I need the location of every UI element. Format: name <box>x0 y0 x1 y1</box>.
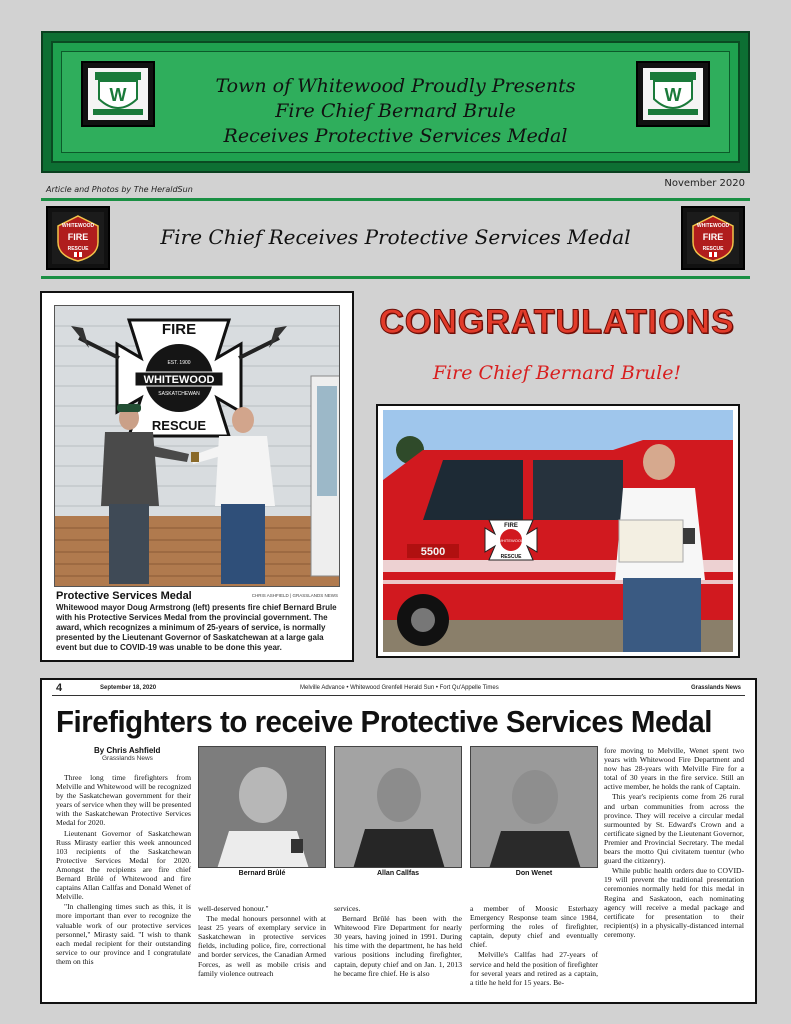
portrait-allan-callfas <box>334 746 462 868</box>
svg-text:FIRE: FIRE <box>67 232 89 242</box>
svg-text:RESCUE: RESCUE <box>67 246 89 252</box>
caption-text: Whitewood mayor Doug Armstrong (left) presents fire chief Bernard Brule with his Protective Services Medal from the provincial government. The award, which recognizes a minimum of 25-years of service, is normally presented by the Lieutenant Governor of Saskatchewan at a large gala event but due to COVID-19 was unable to be done this year. <box>56 603 337 652</box>
article-column-3 <box>334 904 462 979</box>
newspaper-page-number: 4 <box>56 682 63 694</box>
article-paragraph: fore moving to Melville, Wenet spent two years with Whitewood Fire Department and now has 28-years with Melville Fire for a total of 30 years in the fire service. Still an active member, he holds the rank of Captain. <box>604 746 744 792</box>
svg-text:WHITEWOOD: WHITEWOOD <box>696 223 730 229</box>
portrait-don-wenet <box>470 746 598 868</box>
svg-text:W: W <box>664 85 682 105</box>
article-paragraph: "In challenging times such as this, it is more important than ever to recognize the valuable work of our protective services personnel," Mirasty said. "I wish to thank each medal recipient for their outstanding service to our province and I congratulate them on this <box>56 902 191 966</box>
newspaper-source: Grasslands News <box>690 685 741 691</box>
svg-text:WHITEWOOD: WHITEWOOD <box>61 223 95 229</box>
article-paragraph: a member of Moosic Esterhazy Emergency Response team since 1984, performing the roles of firefighter, captain, deputy chief and eventually chief. <box>470 904 598 950</box>
medal-presentation-photo-card <box>40 291 354 662</box>
svg-text:WHITEWOOD: WHITEWOOD <box>498 538 524 543</box>
svg-text:W: W <box>109 85 127 105</box>
sub-heading: Fire Chief Receives Protective Services Medal <box>160 225 631 249</box>
newspaper-meta-bar <box>52 684 745 696</box>
article-column-4 <box>470 904 598 988</box>
whitewood-logo-right <box>636 61 710 127</box>
w-crest-icon <box>643 68 703 120</box>
svg-text:EST. 1900: EST. 1900 <box>167 360 191 366</box>
portrait-caption: Bernard Brûlé <box>238 870 286 877</box>
w-crest-icon <box>88 68 148 120</box>
article-paragraph: services. <box>334 904 361 913</box>
newspaper-clipping <box>40 678 757 1004</box>
portrait-caption: Allan Callfas <box>376 870 419 877</box>
article-column-1 <box>56 773 191 967</box>
svg-text:RESCUE: RESCUE <box>702 246 724 252</box>
banner-title <box>172 74 619 149</box>
article-column-2 <box>198 904 326 979</box>
fire-badge-right <box>681 206 745 270</box>
newspaper-headline: Firefighters to receive Protective Services Medal <box>56 704 713 739</box>
article-paragraph: While public health orders due to COVID-19 will prevent the traditional presentation ceremonies normally held for this medal in Regina and Saskatoon, each nominating agency will receive a medal package and certificate for presentation to their recipient(s) in a physically-distanced internal ceremony. <box>604 866 744 939</box>
fire-truck-photo-card <box>376 404 740 658</box>
svg-text:SASKATCHEWAN: SASKATCHEWAN <box>158 391 200 397</box>
photo-credit: Article and Photos by The HeraldSun <box>46 185 193 194</box>
article-paragraph: Three long time firefighters from Melville and Whitewood will be recognized by the Saskatchewan government for their years of service when they will be presented with the Saskatchewan Protective Services Medal for 2020. <box>56 773 191 828</box>
fire-truck-photo <box>383 410 733 652</box>
whitewood-logo-left <box>81 61 155 127</box>
article-paragraph: Melville's Callfas had 27-years of service and held the position of firefighter for several years and retired as a captain, a title he held for 15 years. Be- <box>470 950 598 987</box>
portrait-bernard-brule <box>198 746 326 868</box>
svg-text:5500: 5500 <box>420 546 446 558</box>
congratulations-heading: CONGRATULATIONS <box>379 303 735 341</box>
fire-rescue-badge-icon <box>687 212 739 264</box>
article-paragraph: The medal honours personnel with at least 25 years of exemplary service in Saskatchewan in protective services fields, including police, fire, correctional and border services, the Canadian Armed Forces, as well as mobile crisis and family violence outreach <box>198 914 326 978</box>
congratulations-subheading: Fire Chief Bernard Brule! <box>432 362 682 384</box>
fire-rescue-badge-icon <box>52 212 104 264</box>
divider-top <box>41 198 750 201</box>
svg-text:FIRE: FIRE <box>702 232 724 242</box>
svg-text:FIRE: FIRE <box>161 321 197 338</box>
article-column-5 <box>604 746 744 940</box>
svg-text:FIRE: FIRE <box>504 523 518 529</box>
newspaper-date: September 18, 2020 <box>100 685 157 691</box>
caption-credit: CHRIS ASHFIELD | GRASSLANDS NEWS <box>251 593 338 598</box>
article-paragraph: well-deserved honour." <box>198 904 269 913</box>
svg-text:RESCUE: RESCUE <box>500 554 522 560</box>
article-paragraph: This year's recipients come from 26 rural and urban communities from across the province. They will receive a circular medal surmounted by St. Edward's Crown and a certificate signed by the Lieutenant Governor, Premier and Provincial Secretary. The medal bears the motto Qui civitatem tuentur (who guard the citizenry). <box>604 792 744 866</box>
byline-source: Grasslands News <box>102 755 153 762</box>
issue-date: November 2020 <box>664 178 745 189</box>
banner-line-3: Receives Protective Services Medal <box>223 125 568 147</box>
fire-badge-left <box>46 206 110 270</box>
svg-text:WHITEWOOD: WHITEWOOD <box>143 374 215 386</box>
portrait-caption: Don Wenet <box>515 870 553 877</box>
banner-line-1: Town of Whitewood Proudly Presents <box>215 75 576 97</box>
divider-bottom <box>41 276 750 279</box>
newspaper-publications: Melville Advance • Whitewood Grenfell Herald Sun • Fort Qu'Appelle Times <box>300 685 499 691</box>
banner-line-2: Fire Chief Bernard Brule <box>275 100 516 122</box>
byline: By Chris Ashfield <box>94 746 161 755</box>
caption-title: Protective Services Medal <box>56 590 192 602</box>
article-paragraph: Bernard Brûlé has been with the Whitewood Fire Department for nearly 30 years, having joined in 1991. During his time with the department, he has held various positions including firefighter, captain, deputy chief and on Jan. 1, 2013 he became fire chief. He is also <box>334 914 462 978</box>
banner-inner <box>61 51 730 153</box>
article-paragraph: Lieutenant Governor of Saskatchewan Russ Mirasty earlier this week announced 103 recipients of the Saskatchewan Protective Services Medal for 2020. Amongst the recipients are fire chief Bernard Brûlé of Whitewood and fire captains Allan Callfas and Donald Wenet of Melville. <box>56 828 191 902</box>
medal-presentation-photo <box>54 305 340 587</box>
title-banner <box>41 31 750 173</box>
svg-text:RESCUE: RESCUE <box>151 418 207 433</box>
